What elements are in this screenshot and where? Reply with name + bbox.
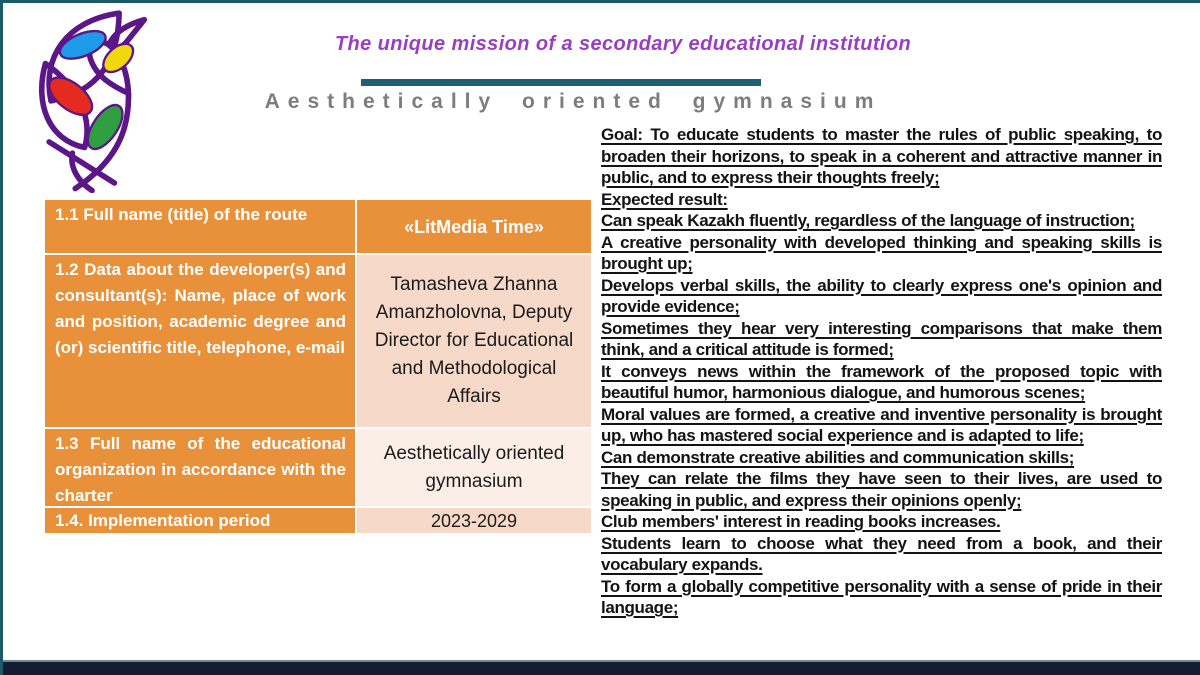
slide-subtitle: Aesthetically oriented gymnasium bbox=[264, 90, 882, 113]
goal-and-results-text bbox=[601, 124, 1162, 619]
goal-paragraph: Goal: To educate students to master the rules of public speaking, to broaden their horizons, to speak in a coherent and attractive manner in public, and to express their thoughts freely; bbox=[601, 125, 1162, 187]
result-item: Students learn to choose what they need from a book, and their vocabulary expands. bbox=[601, 533, 1162, 574]
result-item: To form a globally competitive personality with a sense of pride in their language; bbox=[601, 576, 1162, 617]
table-row-label: 1.1 Full name (title) of the route bbox=[45, 200, 355, 253]
expected-result-heading: Expected result: bbox=[601, 189, 728, 209]
table-row-value: Tamasheva Zhanna Amanzholovna, Deputy Director for Educational and Methodological Affairs bbox=[357, 255, 591, 427]
table-row-label: 1.3 Full name of the educational organization in accordance with the charter bbox=[45, 429, 355, 506]
bottom-accent-bar bbox=[3, 660, 1200, 675]
result-item: They can relate the films they have seen to their lives, are used to speaking in public, and express their opinions openly; bbox=[601, 469, 1162, 510]
slide-title: The unique mission of a secondary educational institution bbox=[334, 33, 912, 55]
result-item: Sometimes they hear very interesting comparisons that make them think, and a critical attitude is formed; bbox=[601, 318, 1162, 359]
result-item: Can demonstrate creative abilities and communication skills; bbox=[601, 447, 1075, 467]
table-row-value: «LitMedia Time» bbox=[357, 200, 591, 253]
result-item: Moral values are formed, a creative and inventive personality is brought up, who has mastered social experience and is adapted to life; bbox=[601, 404, 1162, 445]
table-row-value: Aesthetically oriented gymnasium bbox=[357, 429, 591, 506]
result-item: A creative personality with developed thinking and speaking skills is brought up; bbox=[601, 232, 1162, 273]
result-item: Can speak Kazakh fluently, regardless of the language of instruction; bbox=[601, 211, 1135, 230]
route-info-table bbox=[45, 200, 592, 533]
table-row-label: 1.2 Data about the developer(s) and consultant(s): Name, place of work and position, academic degree and (or) scientific title, telephone, e-mail bbox=[45, 255, 355, 427]
result-item: Develops verbal skills, the ability to clearly express one's opinion and provide evidence; bbox=[601, 275, 1162, 316]
result-item: Club members' interest in reading books increases. bbox=[601, 512, 1001, 531]
table-row-label: 1.4. Implementation period bbox=[45, 508, 355, 533]
result-item: It conveys news within the framework of the proposed topic with beautiful humor, harmonious dialogue, and humorous scenes; bbox=[601, 361, 1162, 402]
teal-divider-bar bbox=[361, 79, 761, 86]
colorful-dove-logo-icon bbox=[23, 5, 163, 193]
table-row-value: 2023-2029 bbox=[357, 508, 591, 533]
